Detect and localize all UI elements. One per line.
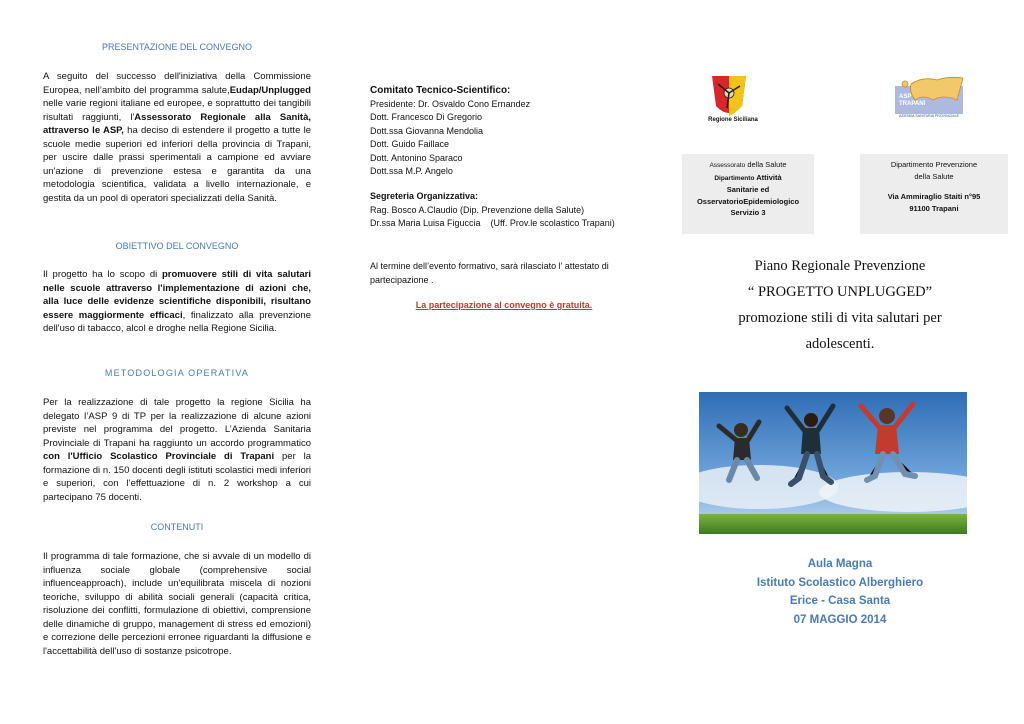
assessorato-box bbox=[682, 154, 814, 234]
committee-member: Dott.ssa Giovanna Mendolia bbox=[370, 125, 484, 136]
asp-line1: ASP bbox=[899, 94, 912, 100]
title-line: “ PROGETTO UNPLUGGED” bbox=[747, 284, 933, 300]
box-line bbox=[682, 172, 814, 185]
title-line: adolescenti. bbox=[805, 336, 875, 352]
trinacria-emblem-icon bbox=[698, 72, 768, 122]
committee-title: Comitato Tecnico-Scientifico: bbox=[370, 85, 511, 96]
photo-illustration bbox=[699, 392, 967, 534]
box-line: Sanitarie ed bbox=[726, 185, 770, 194]
text: per la formazione di n. 150 docenti degli istituti scolastici medi inferiori e superiori, con l’effettuazione di n. 2 workshop a cui partecipano 75 docenti. bbox=[43, 451, 312, 503]
box-line bbox=[682, 159, 814, 172]
box-line: Via Ammiraglio Staiti n°95 bbox=[887, 192, 981, 201]
committee-section bbox=[370, 84, 640, 179]
venue-line: Istituto Scolastico Alberghiero bbox=[756, 576, 924, 589]
venue-line: Aula Magna bbox=[807, 558, 873, 570]
paragraph-presentazione bbox=[43, 70, 311, 205]
dipartimento-box bbox=[860, 154, 1008, 234]
asp-logo-caption: AZIENDA SANITARIA PROVINCIALE bbox=[898, 114, 960, 118]
text: Per la realizzazione di tale progetto la regione Sicilia ha delegato l’ASP 9 di TP per la realizzazione di alcune azioni previste nel programma del progetto. L’Azienda Sanitaria Provinciale di Trapani ha raggiunto un accordo programmatico bbox=[43, 397, 311, 449]
secretariat-member: Rag. Bosco A.Claudio (Dip. Prevenzione della Salute) bbox=[370, 204, 585, 215]
text: nelle varie regioni italiane ed europee, e soprattutto dei tangibili risultati raggiunti, l' bbox=[43, 98, 311, 123]
free-participation-note: La partecipazione al convegno è gratuita. bbox=[415, 300, 593, 310]
asp-logo-text bbox=[899, 94, 925, 108]
spacer bbox=[860, 182, 1008, 191]
secretariat-member: Dr.ssa Maria Luisa Figuccia (Uff. Prov.le scolastico Trapani) bbox=[370, 218, 615, 228]
bold-text: Eudap/Unplugged bbox=[229, 84, 311, 96]
venue-block bbox=[690, 555, 990, 629]
secretariat-section bbox=[370, 190, 650, 231]
committee-member: Dott.ssa M.P. Angelo bbox=[370, 166, 453, 176]
regione-siciliana-caption: Regione Siciliana bbox=[708, 117, 758, 123]
box-text-small: Dipartimento bbox=[714, 174, 755, 182]
committee-member: Dott. Francesco Di Gregorio bbox=[370, 112, 483, 122]
heading-obiettivo: OBIETTIVO DEL CONVEGNO bbox=[115, 241, 239, 251]
box-line: Dipartimento Prevenzione bbox=[890, 160, 978, 169]
paragraph-contenuti: Il programma di tale formazione, che si avvale di un modello di influenza sociale globale (comprehensive social influenceapproach), include un'equilibrata miscela di nozioni teoriche, sviluppo di abilità sociali generali (capacità critica, risoluzione dei conflitti, formulazione di obiettivi, comprensione delle dinamiche di gruppo, management di stress ed emozioni) e correzione delle percezioni erronee riguardanti la diffusione e l'accettabilità dell'uso di sostanze psicotrope. bbox=[43, 551, 311, 657]
box-line: Servizio 3 bbox=[730, 208, 766, 217]
heading-metodologia: METODOLOGIA OPERATIVA bbox=[104, 368, 250, 378]
jumping-teens-photo bbox=[699, 392, 967, 534]
committee-member: Dott. Guido Faillace bbox=[370, 139, 450, 149]
box-line: 91100 Trapani bbox=[909, 203, 959, 213]
box-line: della Salute bbox=[914, 171, 954, 181]
regione-siciliana-logo bbox=[698, 72, 768, 130]
text: Il progetto ha lo scopo di bbox=[43, 269, 162, 280]
venue-date: 07 MAGGIO 2014 bbox=[793, 613, 887, 626]
dipartimento-text bbox=[860, 154, 1008, 214]
paragraph-obiettivo bbox=[43, 268, 311, 336]
text: A seguito del successo dell'iniziativa della Commissione Europea, nell’ambito del programma salute, bbox=[43, 71, 311, 96]
box-text: Attività bbox=[754, 172, 782, 182]
box-text-small: Assessorato bbox=[709, 162, 746, 169]
committee-member: Presidente: Dr. Osvaldo Cono Ernandez bbox=[370, 98, 531, 109]
certificate-note: Al termine dell’evento formativo, sarà rilasciato l’ attestato di partecipazione . bbox=[370, 261, 609, 285]
title-line: Piano Regionale Prevenzione bbox=[754, 258, 926, 274]
box-line: OsservatorioEpidemiologico bbox=[696, 196, 800, 206]
committee-member: Dott. Antonino Sparaco bbox=[370, 152, 463, 163]
text: , finalizzato alla prevenzione dell'uso di tabacco, alcol e droghe nella Regione Sicilia. bbox=[43, 309, 311, 334]
venue-line: Erice - Casa Santa bbox=[789, 595, 891, 607]
heading-contenuti: CONTENUTI bbox=[150, 522, 204, 532]
secretariat-title: Segreteria Organizzativa: bbox=[370, 191, 479, 201]
asp-line2: TRAPANI bbox=[899, 101, 926, 107]
paragraph-metodologia bbox=[43, 396, 311, 504]
bold-text: Assessorato Regionale alla Sanità, attraverso le ASP, bbox=[43, 111, 312, 136]
asp-trapani-logo bbox=[893, 70, 965, 120]
box-text: della Salute bbox=[745, 160, 787, 169]
text: ha deciso di estendere il progetto a tutte le scuole medie superiori ed inferiori della provincia di Trapani, per uscire dalle prassi sperimentali a campione ed avviare un'azione di prevenzione estesa e garantita da una metodologia scientifica, validata a livello internazionale, e gestita da un pool di operatori specializzati della Sanità. bbox=[43, 125, 311, 204]
title-line: promozione stili di vita salutari per bbox=[738, 310, 942, 326]
heading-presentazione: PRESENTAZIONE DEL CONVEGNO bbox=[101, 42, 253, 52]
event-title bbox=[690, 253, 990, 357]
bold-text: promuovere stili di vita salutari nelle scuole attraverso l'implementazione di azioni che, alla luce delle evidenze scientifiche disponibili, risultano essere maggiormente efficaci bbox=[43, 269, 311, 321]
assessorato-text bbox=[682, 154, 814, 219]
bold-text: con l'Ufficio Scolastico Provinciale di Trapani bbox=[43, 451, 275, 462]
